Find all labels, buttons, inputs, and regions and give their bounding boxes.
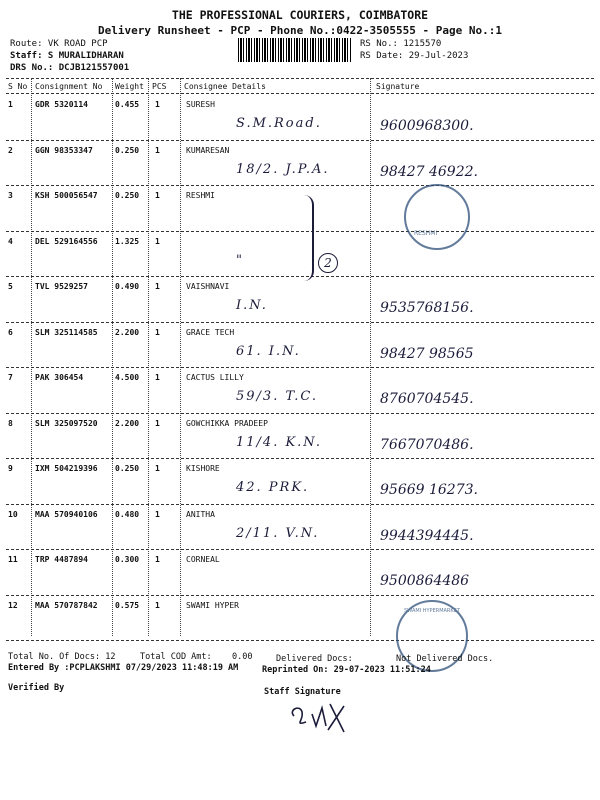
- row-sno: 3: [8, 191, 13, 200]
- entered-by: Entered By :PCPLAKSHMI 07/29/2023 11:48:19 AM: [8, 663, 239, 673]
- row-recipient-phone: 98427 46922.: [380, 163, 478, 180]
- runsheet-subtitle: Delivery Runsheet - PCP - Phone No.:0422-3505555 - Page No.:1: [98, 24, 502, 37]
- row-weight: 0.250: [115, 464, 140, 473]
- row-sno: 11: [8, 555, 18, 564]
- reshmi-stamp-text: RESHMI: [414, 230, 438, 237]
- row-consignment: GGN 98353347: [35, 145, 93, 155]
- row-consignment: KSH 500056547: [35, 191, 98, 200]
- row-divider: [6, 367, 594, 368]
- table-top-rule: [6, 78, 594, 79]
- rs-number: RS No.: 1215570: [360, 39, 442, 49]
- row-divider: [6, 140, 594, 141]
- row-consignee-name: KISHORE: [186, 464, 220, 473]
- row-divider: [6, 231, 594, 232]
- row-recipient-phone: 7667070486.: [380, 436, 474, 453]
- row-consignee-address: S.M.Road.: [236, 116, 322, 131]
- row-weight: 0.480: [115, 509, 140, 519]
- row-consignee-name: CACTUS LILLY: [186, 373, 244, 382]
- company-title: THE PROFESSIONAL COURIERS, COIMBATORE: [171, 8, 429, 22]
- row-sno: 12: [8, 600, 18, 610]
- row-divider: [6, 640, 594, 641]
- col-header-sno: S No: [8, 82, 28, 91]
- row-sno: 2: [8, 145, 13, 155]
- row-consignment: TRP 4487894: [35, 555, 88, 564]
- row-pcs: 1: [155, 327, 160, 337]
- row-divider: [6, 504, 594, 505]
- row-sno: 10: [8, 509, 18, 519]
- drs-number: DRS No.: DCJB121557001: [10, 63, 130, 73]
- verified-by: Verified By: [8, 683, 65, 693]
- swami-stamp-text: SWAMI HYPERMARKET: [404, 608, 460, 614]
- not-delivered-docs: Not Delivered Docs.: [396, 654, 494, 664]
- row-consignee-name: CORNEAL: [186, 555, 220, 564]
- row-consignee-name: KUMARESAN: [186, 145, 230, 155]
- total-cod-value: 0.00: [232, 652, 253, 662]
- row-sno: 8: [8, 418, 13, 428]
- total-cod-label: Total COD Amt:: [140, 652, 212, 662]
- row-divider: [6, 413, 594, 414]
- row-weight: 0.575: [115, 600, 140, 610]
- row-consignment: GDR 5320114: [35, 100, 88, 109]
- row-weight: 0.250: [115, 191, 140, 200]
- row-consignee-name: VAISHNAVI: [186, 282, 230, 291]
- col-divider: [112, 78, 113, 636]
- row-recipient-phone: 9600968300.: [380, 118, 474, 134]
- row-consignee-address: 18/2. J.P.A.: [236, 161, 330, 177]
- reprinted-on: Reprinted On: 29-07-2023 11:51:24: [262, 665, 431, 675]
- row-divider: [6, 458, 594, 459]
- row-consignee-name: GRACE TECH: [186, 327, 235, 337]
- staff-signature: [286, 696, 346, 736]
- row-consignment: DEL 529164556: [35, 236, 98, 246]
- row-consignee-name: ANITHA: [186, 509, 215, 519]
- row-recipient-phone: 9500864486: [380, 573, 470, 589]
- row-pcs: 1: [155, 418, 160, 428]
- col-divider: [180, 78, 181, 636]
- row-recipient-phone: 95669 16273.: [380, 482, 478, 498]
- row-sno: 9: [8, 464, 13, 473]
- row-pcs: 1: [155, 600, 160, 610]
- row-weight: 0.250: [115, 145, 140, 155]
- row-divider: [6, 276, 594, 277]
- barcode: [238, 38, 352, 62]
- row-consignee-address: 42. PRK.: [236, 480, 310, 495]
- row-consignment: TVL 9529257: [35, 282, 88, 291]
- row-divider: [6, 595, 594, 596]
- col-header-weight: Weight: [115, 82, 144, 91]
- col-header-signature: Signature: [376, 82, 420, 91]
- route-label: Route: VK ROAD PCP: [10, 39, 108, 49]
- col-header-consignee: Consignee Details: [184, 82, 266, 91]
- reshmi-stamp: [404, 184, 470, 250]
- table-header-rule: [6, 93, 594, 94]
- row-pcs: 1: [155, 236, 160, 246]
- row-weight: 2.200: [115, 327, 140, 337]
- row-consignment: MAA 570787842: [35, 600, 98, 610]
- bracket-mark: [302, 195, 314, 281]
- row-pcs: 1: [155, 100, 160, 109]
- row-consignment: IXM 504219396: [35, 464, 98, 473]
- group-mark: 2: [318, 253, 338, 273]
- row-pcs: 1: [155, 555, 160, 564]
- row-sno: 1: [8, 100, 13, 109]
- row-weight: 0.300: [115, 555, 140, 564]
- row-consignee-name: GOWCHIKKA PRADEEP: [186, 418, 268, 428]
- col-divider: [370, 78, 371, 636]
- row-sno: 7: [8, 373, 13, 382]
- row-weight: 1.325: [115, 236, 140, 246]
- row-divider: [6, 185, 594, 186]
- row-consignee-address: ": [236, 252, 244, 268]
- row-consignment: MAA 570940106: [35, 509, 98, 519]
- staff-signature-label: Staff Signature: [264, 687, 341, 697]
- row-consignment: SLM 325114585: [35, 327, 98, 337]
- row-divider: [6, 322, 594, 323]
- col-divider: [148, 78, 149, 636]
- row-consignee-address: 61. I.N.: [236, 343, 301, 359]
- row-recipient-phone: 98427 98565: [380, 345, 474, 362]
- row-weight: 2.200: [115, 418, 140, 428]
- row-pcs: 1: [155, 373, 160, 382]
- delivered-docs: Delivered Docs:: [276, 654, 353, 664]
- row-sno: 6: [8, 327, 13, 337]
- col-header-pcs: PCS: [152, 82, 167, 91]
- row-pcs: 1: [155, 191, 160, 200]
- row-weight: 0.455: [115, 100, 140, 109]
- row-weight: 4.500: [115, 373, 140, 382]
- row-recipient-phone: 9535768156.: [380, 300, 474, 316]
- row-consignment: SLM 325097520: [35, 418, 98, 428]
- row-consignment: PAK 306454: [35, 373, 84, 382]
- row-recipient-phone: 8760704545.: [380, 391, 474, 407]
- row-consignee-name: SURESH: [186, 100, 215, 109]
- row-pcs: 1: [155, 509, 160, 519]
- row-recipient-phone: 9944394445.: [380, 527, 474, 544]
- row-divider: [6, 549, 594, 550]
- row-pcs: 1: [155, 282, 160, 291]
- row-pcs: 1: [155, 145, 160, 155]
- row-consignee-address: 2/11. V.N.: [236, 525, 320, 541]
- total-docs: Total No. Of Docs: 12: [8, 652, 116, 662]
- col-header-consignment: Consignment No: [35, 82, 103, 91]
- row-weight: 0.490: [115, 282, 140, 291]
- row-consignee-address: 59/3. T.C.: [236, 389, 318, 404]
- row-consignee-name: RESHMI: [186, 191, 215, 200]
- row-consignee-address: 11/4. K.N.: [236, 434, 322, 450]
- col-divider: [31, 78, 32, 636]
- row-consignee-address: I.N.: [236, 298, 268, 313]
- row-sno: 4: [8, 236, 13, 246]
- row-pcs: 1: [155, 464, 160, 473]
- row-sno: 5: [8, 282, 13, 291]
- row-consignee-name: SWAMI HYPER: [186, 600, 239, 610]
- staff-label: Staff: S MURALIDHARAN: [10, 51, 124, 61]
- rs-date: RS Date: 29-Jul-2023: [360, 51, 469, 61]
